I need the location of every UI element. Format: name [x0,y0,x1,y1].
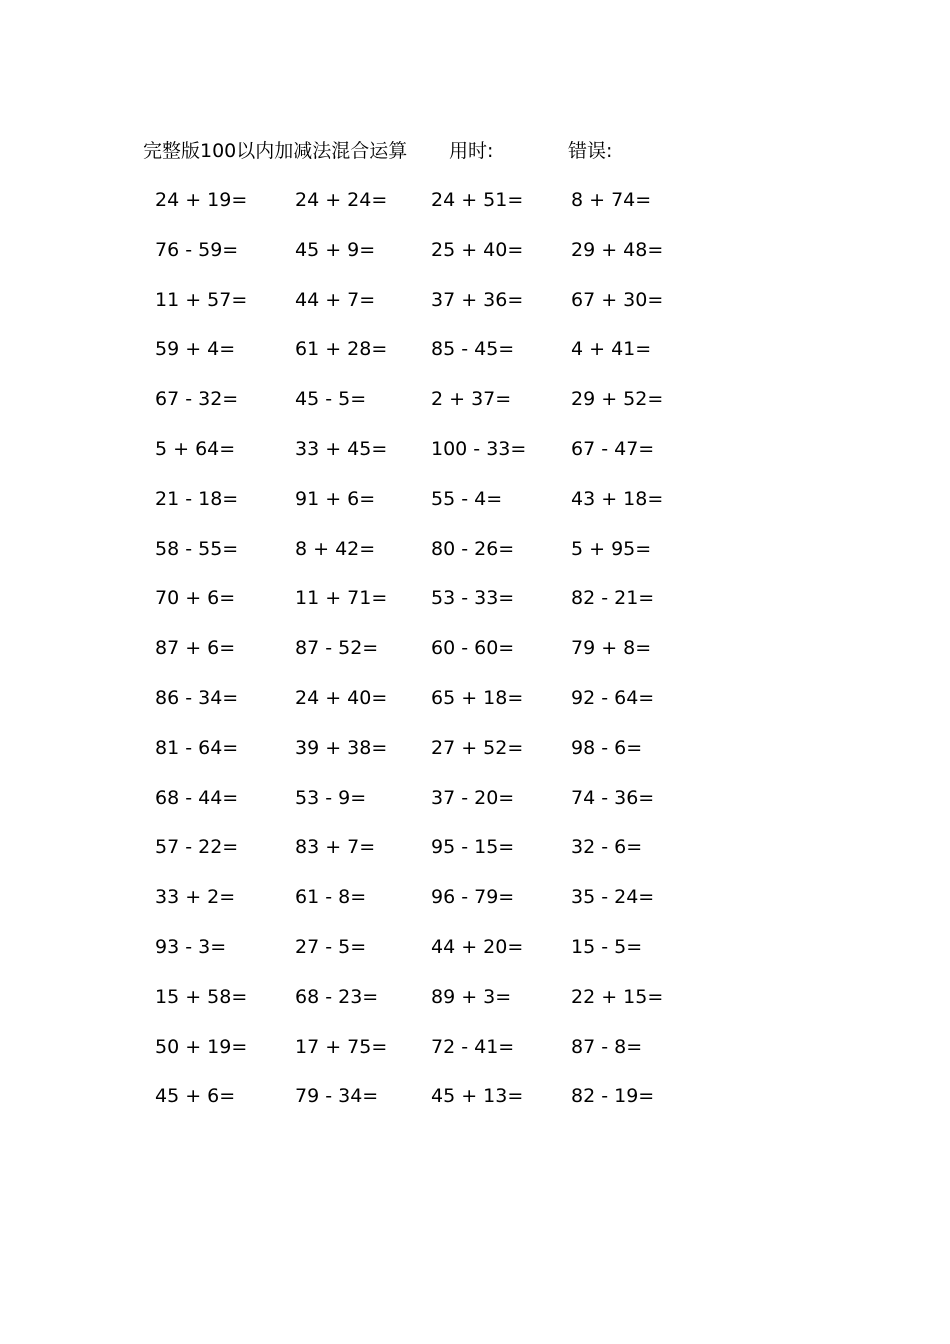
math-problem: 95 - 15= [431,836,515,859]
math-problem: 32 - 6= [571,836,643,859]
math-problem: 85 - 45= [431,338,515,361]
math-problem: 86 - 34= [155,686,239,709]
math-problem: 87 - 52= [295,637,379,660]
math-problem: 80 - 26= [431,537,515,560]
math-problem: 67 - 47= [571,437,655,460]
problem-row [0,580,950,630]
math-problem: 44 + 7= [295,288,376,311]
math-problem: 43 + 18= [571,487,664,510]
math-problem: 65 + 18= [431,686,524,709]
math-problem: 60 - 60= [431,637,515,660]
problem-row [0,182,950,232]
math-problem: 57 - 22= [155,836,239,859]
math-problem: 45 - 5= [295,388,367,411]
math-problem: 89 + 3= [431,985,512,1008]
math-problem: 81 - 64= [155,736,239,759]
math-problem: 82 - 19= [571,1085,655,1108]
math-problem: 45 + 13= [431,1085,524,1108]
math-problem: 79 + 8= [571,637,652,660]
math-problem: 58 - 55= [155,537,239,560]
problem-row [0,431,950,481]
math-problem: 87 + 6= [155,637,236,660]
math-problem: 61 + 28= [295,338,388,361]
problem-row [0,829,950,879]
problem-grid [0,182,950,1128]
math-problem: 39 + 38= [295,736,388,759]
math-problem: 8 + 74= [571,189,652,211]
math-problem: 91 + 6= [295,487,376,510]
math-problem: 2 + 37= [431,388,512,411]
math-problem: 11 + 57= [155,288,248,311]
math-problem: 37 + 36= [431,288,524,311]
problem-row [0,531,950,581]
problem-row [0,1078,950,1128]
math-problem: 67 - 32= [155,388,239,411]
math-problem: 50 + 19= [155,1035,248,1058]
math-problem: 70 + 6= [155,587,236,610]
math-problem: 96 - 79= [431,886,515,909]
problem-row [0,381,950,431]
problem-row [0,1029,950,1079]
math-problem: 83 + 7= [295,836,376,859]
math-problem: 25 + 40= [431,238,524,261]
math-problem: 15 - 5= [571,935,643,958]
math-problem: 67 + 30= [571,288,664,311]
math-problem: 37 - 20= [431,786,515,809]
problem-row [0,979,950,1029]
math-problem: 29 + 48= [571,238,664,261]
math-problem: 53 - 33= [431,587,515,610]
math-problem: 24 + 40= [295,686,388,709]
math-problem: 27 + 52= [431,736,524,759]
problem-row [0,879,950,929]
worksheet-header [0,136,950,166]
math-problem: 100 - 33= [431,437,527,460]
math-problem: 33 + 45= [295,437,388,460]
math-problem: 87 - 8= [571,1035,643,1058]
worksheet-title: 完整版100以内加减法混合运算 [143,140,408,162]
problem-row [0,232,950,282]
math-problem: 53 - 9= [295,786,367,809]
math-problem: 21 - 18= [155,487,239,510]
math-problem: 59 + 4= [155,338,236,361]
time-label: 用时: [449,140,494,162]
math-problem: 4 + 41= [571,338,652,361]
math-problem: 35 - 24= [571,886,655,909]
math-problem: 61 - 8= [295,886,367,909]
math-problem: 45 + 9= [295,238,376,261]
math-problem: 24 + 19= [155,189,248,211]
math-problem: 74 - 36= [571,786,655,809]
math-problem: 98 - 6= [571,736,643,759]
math-problem: 29 + 52= [571,388,664,411]
error-label: 错误: [568,140,613,162]
math-problem: 33 + 2= [155,886,236,909]
math-problem: 24 + 51= [431,189,524,211]
math-problem: 93 - 3= [155,935,227,958]
problem-row [0,282,950,332]
math-problem: 44 + 20= [431,935,524,958]
math-problem: 76 - 59= [155,238,239,261]
math-problem: 15 + 58= [155,985,248,1008]
math-problem: 22 + 15= [571,985,664,1008]
math-problem: 68 - 23= [295,985,379,1008]
math-problem: 72 - 41= [431,1035,515,1058]
math-problem: 11 + 71= [295,587,388,610]
problem-row [0,780,950,830]
problem-row [0,680,950,730]
problem-row [0,481,950,531]
math-problem: 5 + 95= [571,537,652,560]
math-problem: 17 + 75= [295,1035,388,1058]
problem-row [0,630,950,680]
math-problem: 82 - 21= [571,587,655,610]
math-problem: 45 + 6= [155,1085,236,1108]
math-problem: 79 - 34= [295,1085,379,1108]
math-problem: 68 - 44= [155,786,239,809]
problem-row [0,730,950,780]
math-problem: 27 - 5= [295,935,367,958]
math-problem: 8 + 42= [295,537,376,560]
problem-row [0,331,950,381]
math-problem: 55 - 4= [431,487,503,510]
math-problem: 92 - 64= [571,686,655,709]
math-problem: 24 + 24= [295,189,388,211]
math-problem: 5 + 64= [155,437,236,460]
problem-row [0,929,950,979]
